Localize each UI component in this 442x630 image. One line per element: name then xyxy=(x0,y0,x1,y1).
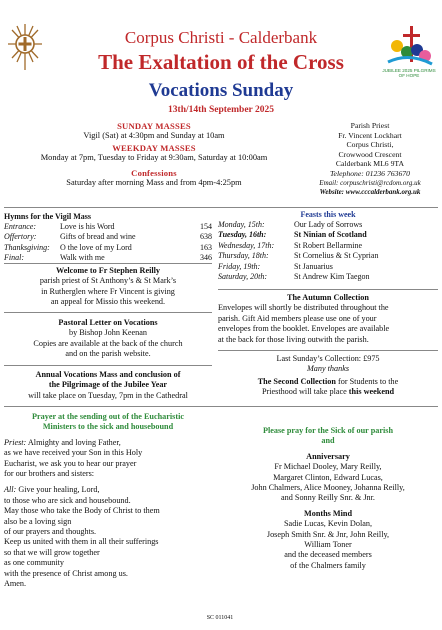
hymn-row: Final: Walk with me 346 xyxy=(4,253,212,263)
parish-logo xyxy=(4,20,46,76)
priest-contact xyxy=(302,121,438,198)
sick-heading: and xyxy=(321,436,335,446)
feast-row: Friday, 19th: St Januarius xyxy=(218,261,333,271)
hymns-section xyxy=(4,212,212,264)
prayer-line: Amen. xyxy=(4,579,27,589)
pastoral-heading: Pastoral Letter on Vocations xyxy=(58,318,158,327)
welcome-text: parish priest of St Anthony’s & St Mark’s xyxy=(39,276,177,286)
mass-times xyxy=(4,121,304,189)
address-line: Crowwood Crescent xyxy=(338,149,402,159)
jubilee-logo-text: JUBILEE 2025 PILGRIMS OF HOPE xyxy=(382,68,436,79)
prayer-heading: Ministers to the sick and housebound xyxy=(42,422,174,432)
divider xyxy=(4,312,212,313)
sick-anniversary-section xyxy=(218,426,438,571)
priest-name: Fr. Vincent Lockhart xyxy=(338,130,402,140)
divider xyxy=(4,406,438,407)
sick-heading: Please pray for the Sick of our parish xyxy=(262,426,393,435)
autumn-text: at the back for those living outwith the parish. xyxy=(218,334,369,344)
autumn-text: parish. Gift Aid members please use one of your xyxy=(218,313,377,323)
pastoral-text: Copies are available at the back of the church xyxy=(33,338,183,348)
collection-total: Last Sunday’s Collection: £975 xyxy=(276,354,380,363)
anniversary-names: and Sonny Reilly Snr. & Jnr. xyxy=(281,493,375,503)
autumn-text: envelopes from the booklet. Envelopes are available xyxy=(218,324,390,334)
welcome-text: in Rutherglen where Fr Vincent is giving xyxy=(41,286,175,296)
feast-row: Thursday, 18th: St Cornelius & St Cyprian xyxy=(218,251,379,261)
prayer-line: All: Give your healing, Lord, xyxy=(4,485,100,495)
collection-thanks: Many thanks xyxy=(306,364,350,374)
prayer-line: so that we will grow together xyxy=(4,547,100,557)
prayer-line: May those who take the Body of Christ to them xyxy=(4,506,160,516)
feasts-section xyxy=(218,210,438,282)
divider xyxy=(4,207,438,208)
divider xyxy=(4,263,212,264)
sunday-masses-text: Vigil (Sat) at 4:30pm and Sunday at 10am xyxy=(83,131,225,140)
confessions-heading: Confessions xyxy=(131,168,177,179)
annual-vocations-section xyxy=(4,370,212,401)
collection-section xyxy=(218,354,438,398)
address-line: Calderbank ML6 9TA xyxy=(335,159,405,169)
jubilee-logo xyxy=(380,22,438,82)
anniversary-names: John Chalmers, Alice Mooney, Johanna Reilly, xyxy=(251,483,405,493)
divider xyxy=(218,289,438,290)
prayer-line: as one community xyxy=(4,558,65,568)
address-line: Corpus Christi, xyxy=(346,140,394,150)
sunburst-cross-icon xyxy=(4,20,46,76)
prayer-line: as we have received your Son in this Holy xyxy=(4,448,143,458)
confessions-text: Saturday after morning Mass and from 4pm-4:25pm xyxy=(66,178,242,188)
autumn-heading: The Autumn Collection xyxy=(287,293,369,302)
prayer-line: Eucharist, we ask you to hear our prayer xyxy=(4,458,137,468)
pastoral-section xyxy=(4,318,212,360)
months-mind-names: and the deceased members xyxy=(284,550,372,560)
feasts-heading: Feasts this week xyxy=(300,210,356,219)
prayer-line: of our prayers and thoughts. xyxy=(4,527,97,537)
months-mind-names: Joseph Smith Snr. & Jnr, John Reilly, xyxy=(266,529,390,539)
weekday-masses-text: Monday at 7pm, Tuesday to Friday at 9:30am, Saturday at 10:00am xyxy=(40,153,268,163)
feast-title: The Exaltation of the Cross xyxy=(98,50,344,74)
feast-row: Wednesday, 17th: St Robert Bellarmine xyxy=(218,240,362,250)
pastoral-text: by Bishop John Keenan xyxy=(68,328,147,338)
pastoral-text: and on the parish website. xyxy=(65,349,151,359)
welcome-section xyxy=(4,266,212,308)
prayer-line: to those who are sick and housebound. xyxy=(4,495,131,505)
prayer-line: Keep us united with them in all their sufferings xyxy=(4,537,159,547)
annual-heading: Annual Vocations Mass and conclusion of xyxy=(35,370,181,379)
annual-text: will take place on Tuesday, 7pm in the Cathedral xyxy=(28,390,188,400)
prayer-line: for our brothers and sisters: xyxy=(4,469,95,479)
autumn-section xyxy=(218,293,438,345)
hymn-row: Offertory: Gifts of bread and wine 638 xyxy=(4,232,212,242)
website: Website: www.cccalderbank.org.uk xyxy=(319,188,421,197)
autumn-text: Envelopes will shortly be distributed throughout the xyxy=(218,303,389,313)
hymns-heading: Hymns for the Vigil Mass xyxy=(4,212,91,221)
prayer-line: also be a loving sign xyxy=(4,516,72,526)
anniversary-names: Fr Michael Dooley, Mary Reilly, xyxy=(274,462,382,472)
months-mind-names: William Toner xyxy=(304,540,352,550)
prayer-line: with the presence of Christ among us. xyxy=(4,568,128,578)
months-mind-names: of the Chalmers family xyxy=(290,560,366,570)
telephone: Telephone: 01236 763670 xyxy=(329,168,410,178)
sunday-masses-heading: SUNDAY MASSES xyxy=(117,121,191,131)
prayer-heading: Prayer at the sending out of the Eucharistic xyxy=(32,412,184,421)
divider xyxy=(4,365,212,366)
feast-row: Saturday, 20th: St Andrew Kim Taegon xyxy=(218,272,370,282)
annual-heading: the Pilgrimage of the Jubilee Year xyxy=(48,380,168,390)
email: Email: corpuschristi@rcdom.org.uk xyxy=(319,178,421,187)
divider xyxy=(218,350,438,351)
feast-row: Monday, 15th: Our Lady of Sorrows xyxy=(218,220,363,229)
second-collection-line: Priesthood will take place this weekend xyxy=(261,387,395,397)
prayer-line: Priest: Almighty and loving Father, xyxy=(4,437,121,447)
welcome-text: an appeal for Missio this weekend. xyxy=(50,297,166,307)
charity-number: SC 011041 xyxy=(206,615,234,621)
months-mind-names: Sadie Lucas, Kevin Dolan, xyxy=(284,519,372,529)
anniversary-names: Margaret Clinton, Edward Lucas, xyxy=(273,472,383,482)
weekday-masses-heading: WEEKDAY MASSES xyxy=(112,143,196,154)
anniversary-heading: Anniversary xyxy=(306,451,350,461)
hymn-row: Entrance: Love is his Word 154 xyxy=(4,222,212,231)
prayer-section xyxy=(4,412,212,590)
date-line: 13th/14th September 2025 xyxy=(168,105,274,115)
sunday-title: Vocations Sunday xyxy=(148,80,294,101)
parish-title: Corpus Christi - Calderbank xyxy=(124,28,318,47)
feast-row: Tuesday, 16th: St Ninian of Scotland xyxy=(218,230,367,240)
months-mind-heading: Months Mind xyxy=(304,508,352,518)
hymn-row: Thanksgiving: O the love of my Lord 163 xyxy=(4,242,212,252)
welcome-heading: Welcome to Fr Stephen Reilly xyxy=(56,266,160,275)
priest-role: Parish Priest xyxy=(350,121,390,130)
second-collection-line: The Second Collection for Students to the xyxy=(257,376,399,386)
